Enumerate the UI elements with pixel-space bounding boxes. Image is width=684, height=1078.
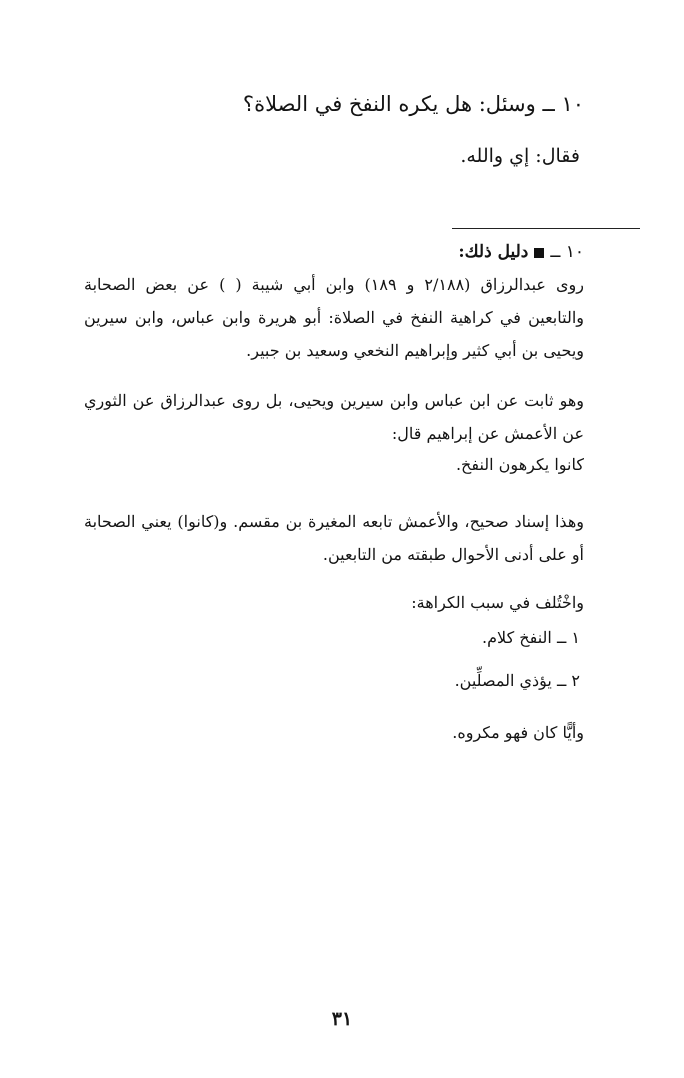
footnote-heading [458,242,584,262]
footnote-paragraph-3: وهذا إسناد صحيح، والأعمش تابعه المغيرة بن مقسم. و(كانوا) يعني الصحابة أو على أدنى الأحوال طبقته من التابعين. [84,512,584,564]
question-line: ١٠ ــ وسئل: هل يكره النفخ في الصلاة؟ [242,92,584,116]
footnote-heading-text: دليل ذلك: [458,242,529,262]
list-item: ١ ــ النفخ كلام. [482,628,580,647]
footnote-paragraph-2: وهو ثابت عن ابن عباس وابن سيرين ويحيى، بل روى عبدالرزاق عن الثوري عن الأعمش عن إبراهيم قال: [84,391,584,443]
square-bullet-icon [534,248,544,258]
footnote-quote: كانوا يكرهون النفخ. [455,455,584,474]
footnote-separator [452,228,640,229]
footnote-number: ١٠ ــ [550,242,584,262]
answer-line: فقال: إي والله. [460,145,580,167]
footnote-paragraph-1: روى عبدالرزاق (٢/١٨٨ و ١٨٩) وابن أبي شيبة ( ) عن بعض الصحابة والتابعين في كراهية النفخ في الصلاة: أبو هريرة وابن عباس، وابن سيرين ويحيى بن أبي كثير وإبراهيم النخعي وسعيد بن جبير. [84,275,584,360]
list-item: ٢ ــ يؤذي المصلِّين. [454,671,580,690]
page-number: ٣١ [331,1008,353,1030]
footnote-list-intro: واخْتُلف في سبب الكراهة: [411,593,584,612]
footnote-conclusion: وأيًّا كان فهو مكروه. [452,723,584,742]
